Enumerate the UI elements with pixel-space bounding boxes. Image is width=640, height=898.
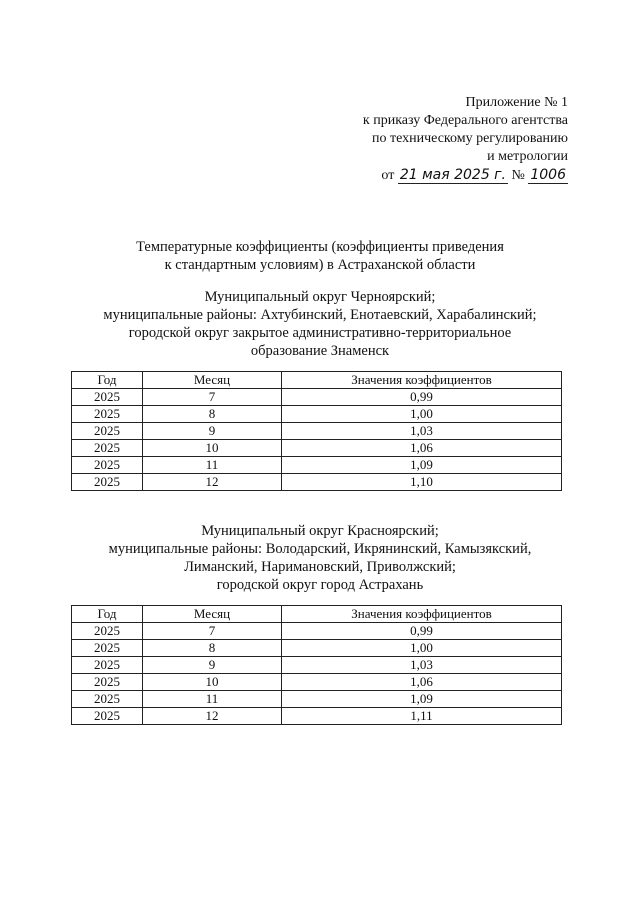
handwritten-date: 21 мая 2025 г. xyxy=(399,167,506,183)
appendix-line-4: и метрологии xyxy=(487,149,568,164)
region-heading-1 xyxy=(0,288,640,360)
order-date-number xyxy=(363,166,568,185)
column-header-value: Значения коэффициентов xyxy=(282,372,562,389)
cell-year: 2025 xyxy=(72,691,143,708)
title-line-1: Температурные коэффициенты (коэффициенты приведения xyxy=(136,239,504,255)
table-row xyxy=(72,440,562,457)
cell-month: 12 xyxy=(143,708,282,725)
cell-year: 2025 xyxy=(72,389,143,406)
region-heading-line: муниципальные районы: Ахтубинский, Енотаевский, Харабалинский; xyxy=(103,307,537,323)
appendix-line-3: по техническому регулированию xyxy=(371,131,568,146)
cell-month: 9 xyxy=(143,423,282,440)
cell-value: 1,09 xyxy=(282,691,562,708)
handwritten-number: 1006 xyxy=(530,167,566,183)
cell-month: 7 xyxy=(143,623,282,640)
table-row xyxy=(72,640,562,657)
table-row xyxy=(72,623,562,640)
cell-year: 2025 xyxy=(72,423,143,440)
number-prefix: № xyxy=(511,168,525,183)
column-header-month: Месяц xyxy=(143,606,282,623)
cell-year: 2025 xyxy=(72,657,143,674)
table-row xyxy=(72,406,562,423)
cell-year: 2025 xyxy=(72,640,143,657)
document-title xyxy=(0,238,640,274)
cell-year: 2025 xyxy=(72,708,143,725)
cell-year: 2025 xyxy=(72,457,143,474)
cell-value: 1,03 xyxy=(282,657,562,674)
cell-month: 12 xyxy=(143,474,282,491)
cell-value: 1,06 xyxy=(282,674,562,691)
appendix-block xyxy=(363,94,568,185)
coefficients-table-1 xyxy=(71,371,562,491)
region-heading-line: муниципальные районы: Володарский, Икрянинский, Камызякский, xyxy=(108,541,532,557)
column-header-year: Год xyxy=(72,606,143,623)
title-line-2: к стандартным условиям) в Астраханской области xyxy=(164,257,476,273)
cell-month: 8 xyxy=(143,640,282,657)
column-header-year: Год xyxy=(72,372,143,389)
region-heading-2 xyxy=(0,522,640,594)
cell-month: 8 xyxy=(143,406,282,423)
region-heading-line: городской округ город Астрахань xyxy=(216,577,424,593)
coefficients-table-2 xyxy=(71,605,562,725)
region-heading-line: Муниципальный округ Черноярский; xyxy=(204,289,436,305)
table-row xyxy=(72,674,562,691)
cell-value: 1,06 xyxy=(282,440,562,457)
table-row xyxy=(72,657,562,674)
cell-value: 0,99 xyxy=(282,389,562,406)
cell-value: 1,03 xyxy=(282,423,562,440)
table-row xyxy=(72,389,562,406)
cell-value: 1,11 xyxy=(282,708,562,725)
table-row xyxy=(72,474,562,491)
region-heading-line: Муниципальный округ Красноярский; xyxy=(201,523,439,539)
cell-value: 1,09 xyxy=(282,457,562,474)
region-heading-line: городской округ закрытое административно-территориальное xyxy=(128,325,512,341)
cell-value: 1,00 xyxy=(282,406,562,423)
cell-value: 0,99 xyxy=(282,623,562,640)
cell-month: 11 xyxy=(143,457,282,474)
date-prefix: от xyxy=(381,168,395,183)
table-row xyxy=(72,691,562,708)
cell-year: 2025 xyxy=(72,406,143,423)
region-heading-line: Лиманский, Наримановский, Приволжский; xyxy=(184,559,456,575)
cell-month: 7 xyxy=(143,389,282,406)
cell-year: 2025 xyxy=(72,674,143,691)
column-header-value: Значения коэффициентов xyxy=(282,606,562,623)
region-heading-line: образование Знаменск xyxy=(250,343,390,359)
cell-year: 2025 xyxy=(72,440,143,457)
table-row xyxy=(72,423,562,440)
table-row xyxy=(72,457,562,474)
table-header-row xyxy=(72,606,562,623)
table-row xyxy=(72,708,562,725)
cell-value: 1,00 xyxy=(282,640,562,657)
cell-month: 10 xyxy=(143,674,282,691)
cell-month: 11 xyxy=(143,691,282,708)
cell-year: 2025 xyxy=(72,474,143,491)
column-header-month: Месяц xyxy=(143,372,282,389)
cell-value: 1,10 xyxy=(282,474,562,491)
cell-month: 10 xyxy=(143,440,282,457)
cell-year: 2025 xyxy=(72,623,143,640)
appendix-line-2: к приказу Федерального агентства xyxy=(362,113,568,128)
cell-month: 9 xyxy=(143,657,282,674)
table-header-row xyxy=(72,372,562,389)
appendix-line-1: Приложение № 1 xyxy=(465,95,568,110)
